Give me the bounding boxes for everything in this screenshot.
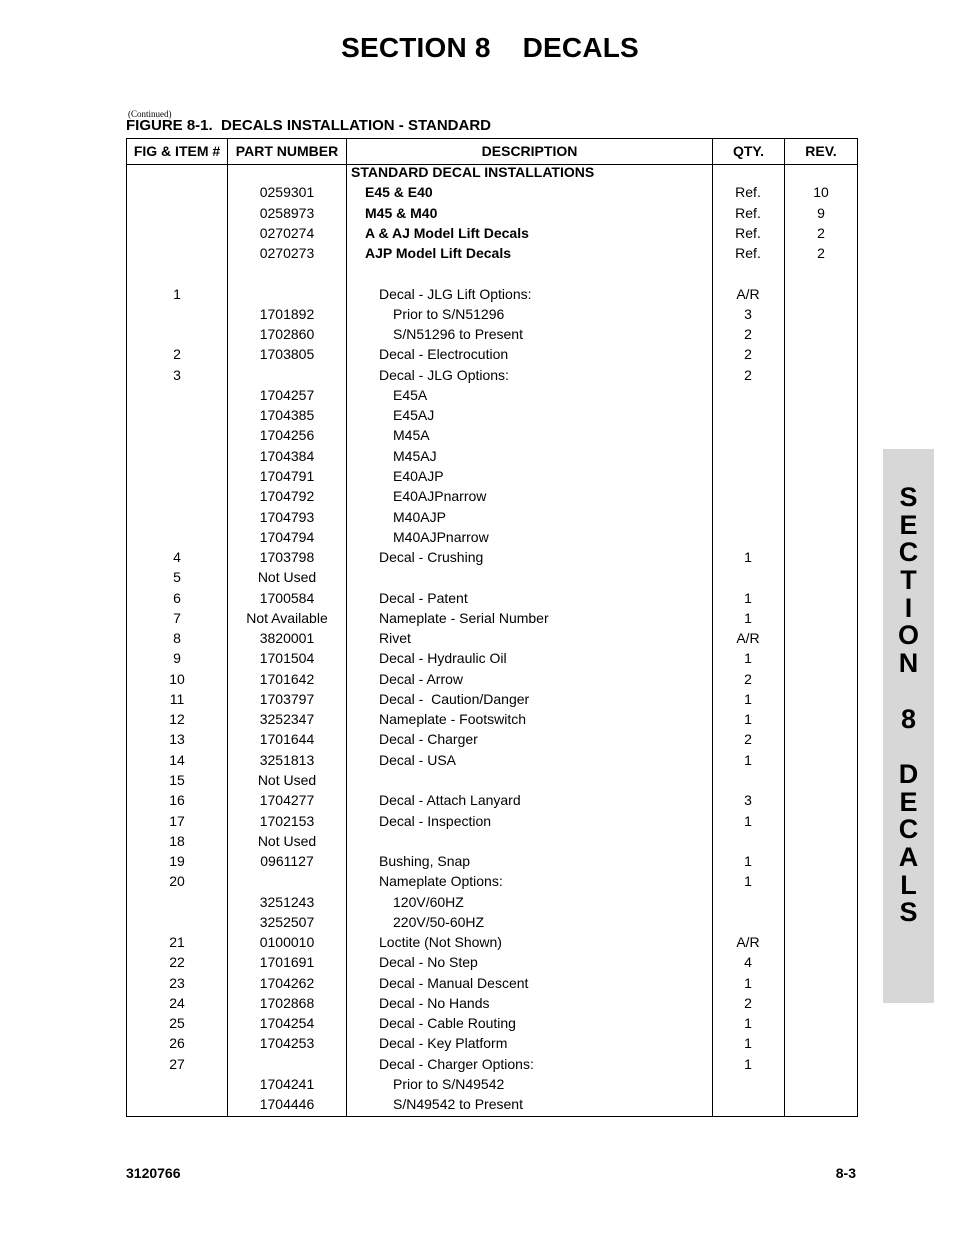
side-tab-letter: E: [899, 786, 918, 817]
cell-qty: 1: [744, 873, 752, 890]
cell-part-number: 1701642: [259, 670, 315, 687]
cell-description: Decal - Arrow: [379, 670, 464, 687]
side-tab-letter: L: [900, 869, 917, 900]
cell-description: S/N51296 to Present: [393, 326, 523, 343]
cell-qty: A/R: [736, 934, 760, 951]
cell-description: Decal - Key Platform: [379, 1035, 508, 1052]
cell-fig-item: 15: [169, 771, 185, 788]
table-row: [127, 689, 857, 709]
cell-part-number: 0270273: [259, 245, 315, 262]
cell-part-number: 1704794: [259, 528, 315, 545]
cell-qty: 2: [744, 346, 752, 363]
side-tab-letter: C: [898, 814, 919, 845]
cell-part-number: Not Used: [257, 832, 317, 849]
cell-part-number: 1702860: [259, 326, 315, 343]
cell-part-number: 3820001: [259, 630, 315, 647]
table-row: [127, 405, 857, 425]
cell-part-number: 1704791: [259, 467, 315, 484]
cell-qty: 2: [744, 731, 752, 748]
cell-description: M45A: [393, 427, 430, 444]
continued-note: (Continued): [128, 109, 172, 119]
cell-fig-item: 2: [173, 346, 181, 363]
cell-qty: 3: [744, 792, 752, 809]
cell-part-number: 3251243: [259, 893, 315, 910]
cell-part-number: 1704257: [259, 386, 315, 403]
cell-part-number: Not Used: [257, 771, 317, 788]
table-row: [127, 446, 857, 466]
table-row: [127, 324, 857, 344]
cell-part-number: Not Used: [257, 569, 317, 586]
table-row: [127, 486, 857, 506]
cell-fig-item: 26: [169, 1035, 185, 1052]
side-tab-letter: T: [900, 565, 917, 596]
cell-rev: 9: [817, 204, 825, 221]
cell-fig-item: 12: [169, 711, 185, 728]
cell-part-number: 3252347: [259, 711, 315, 728]
cell-fig-item: 18: [169, 832, 185, 849]
cell-qty: 1: [744, 589, 752, 606]
cell-fig-item: 19: [169, 853, 185, 870]
cell-description: Decal - USA: [379, 751, 457, 768]
cell-qty: 1: [744, 812, 752, 829]
cell-description: Nameplate - Serial Number: [379, 609, 549, 626]
cell-description: 120V/60HZ: [393, 893, 464, 910]
cell-qty: 1: [744, 1055, 752, 1072]
table-row: [127, 365, 857, 385]
cell-part-number: 1704793: [259, 508, 315, 525]
cell-part-number: 3251813: [259, 751, 315, 768]
table-row: [127, 770, 857, 790]
cell-qty: 2: [744, 366, 752, 383]
cell-part-number: 1703805: [259, 346, 315, 363]
cell-fig-item: 14: [169, 751, 185, 768]
table-row: [127, 892, 857, 912]
cell-description: E40AJPnarrow: [393, 488, 487, 505]
cell-qty: 1: [744, 1015, 752, 1032]
cell-description: Prior to S/N49542: [393, 1075, 505, 1092]
table-row: [127, 811, 857, 831]
cell-description: Decal - JLG Lift Options:: [379, 285, 532, 302]
cell-description: Bushing, Snap: [379, 853, 471, 870]
cell-rev: 2: [817, 224, 825, 241]
cell-qty: 2: [744, 994, 752, 1011]
cell-qty: Ref.: [735, 224, 761, 241]
cell-description: Loctite (Not Shown): [379, 934, 502, 951]
table-row: [127, 425, 857, 445]
cell-qty: 2: [744, 326, 752, 343]
table-row: [127, 507, 857, 527]
cell-rev: 10: [813, 184, 829, 201]
cell-description: M40AJP: [393, 508, 446, 525]
cell-qty: 1: [744, 974, 752, 991]
cell-qty: 1: [744, 609, 752, 626]
cell-part-number: 0100010: [259, 934, 315, 951]
side-tab-letter: D: [898, 758, 919, 789]
cell-part-number: 1704241: [259, 1075, 315, 1092]
header-qty: QTY.: [732, 143, 765, 159]
table-row: [127, 243, 857, 263]
cell-fig-item: 20: [169, 873, 185, 890]
cell-description: Decal - Caution/Danger: [379, 690, 530, 707]
table-row: [127, 1074, 857, 1094]
cell-description: A & AJ Model Lift Decals: [365, 224, 529, 241]
cell-part-number: 1702868: [259, 994, 315, 1011]
cell-description: Decal - Crushing: [379, 549, 484, 566]
cell-part-number: 3252507: [259, 913, 315, 930]
cell-description: Decal - No Hands: [379, 994, 490, 1011]
cell-qty: 1: [744, 853, 752, 870]
cell-qty: 1: [744, 650, 752, 667]
table-row: [127, 385, 857, 405]
table-row: [127, 182, 857, 202]
cell-description: Decal - Patent: [379, 589, 468, 606]
table-row: [127, 973, 857, 993]
cell-description: Decal - No Step: [379, 954, 478, 971]
table-row: [127, 466, 857, 486]
cell-part-number: 1701691: [259, 954, 315, 971]
cell-description: Decal - Electrocution: [379, 346, 509, 363]
table-row: [127, 648, 857, 668]
cell-description: Decal - Manual Descent: [379, 974, 529, 991]
side-tab-letter: I: [904, 592, 913, 623]
cell-fig-item: 13: [169, 731, 185, 748]
cell-qty: 3: [744, 305, 752, 322]
cell-part-number: 1704792: [259, 488, 315, 505]
header-description: DESCRIPTION: [481, 143, 578, 159]
cell-part-number: 1704384: [259, 447, 315, 464]
table-row: [127, 709, 857, 729]
footer-page-number: 8-3: [835, 1165, 856, 1181]
header-rev: REV.: [805, 143, 837, 159]
table-row: [127, 871, 857, 891]
cell-description: Decal - JLG Options:: [379, 366, 509, 383]
cell-fig-item: 25: [169, 1015, 185, 1032]
cell-description: AJP Model Lift Decals: [365, 245, 512, 262]
cell-part-number: 0961127: [260, 853, 314, 870]
cell-fig-item: 5: [173, 569, 181, 586]
cell-fig-item: 4: [173, 549, 181, 566]
header-fig-item: FIG & ITEM #: [133, 143, 221, 159]
table-row: [127, 628, 857, 648]
cell-description: Decal - Charger Options:: [379, 1055, 534, 1072]
cell-fig-item: 21: [169, 934, 185, 951]
cell-fig-item: 10: [169, 670, 185, 687]
cell-part-number: 1704446: [259, 1096, 315, 1113]
side-tab-letters: [883, 449, 934, 927]
table-row: [127, 750, 857, 770]
cell-part-number: 1701504: [259, 650, 315, 667]
table-row: [127, 952, 857, 972]
cell-part-number: 1703797: [259, 690, 315, 707]
side-tab-letter: O: [897, 620, 919, 651]
cell-qty: 1: [744, 549, 752, 566]
table-row: [127, 729, 857, 749]
cell-part-number: 1703798: [259, 549, 315, 566]
table-row: [127, 284, 857, 304]
cell-description: Prior to S/N51296: [393, 305, 505, 322]
cell-description: E45AJ: [393, 407, 435, 424]
table-row: [127, 223, 857, 243]
cell-part-number: 1704385: [259, 407, 315, 424]
cell-description: Decal - Charger: [379, 731, 478, 748]
cell-description: Nameplate Options:: [379, 873, 503, 890]
cell-description: M40AJPnarrow: [393, 528, 489, 545]
cell-part-number: 1704254: [259, 1015, 315, 1032]
cell-description: E45 & E40: [365, 184, 433, 201]
cell-description: Decal - Inspection: [379, 812, 492, 829]
table-row: [127, 1033, 857, 1053]
page-title: SECTION 8 DECALS: [341, 32, 639, 63]
cell-fig-item: 1: [173, 285, 181, 302]
cell-qty: Ref.: [735, 245, 761, 262]
table-row: [127, 304, 857, 324]
cell-description: Rivet: [379, 630, 411, 647]
table-row: [127, 203, 857, 223]
cell-fig-item: 9: [173, 650, 181, 667]
cell-qty: 4: [744, 954, 752, 971]
cell-description: S/N49542 to Present: [393, 1096, 523, 1113]
cell-qty: Ref.: [735, 204, 761, 221]
table-body: [127, 162, 857, 1114]
table-row: [127, 831, 857, 851]
cell-description: M45AJ: [393, 447, 437, 464]
cell-qty: 1: [744, 690, 752, 707]
side-tab-letter: S: [899, 897, 918, 928]
cell-fig-item: 17: [169, 812, 185, 829]
cell-description: Decal - Cable Routing: [379, 1015, 516, 1032]
cell-part-number: 0270274: [259, 224, 315, 241]
cell-description: Decal - Hydraulic Oil: [379, 650, 507, 667]
table-row: [127, 527, 857, 547]
cell-part-number: Not Available: [246, 609, 328, 626]
table-row: [127, 1094, 857, 1114]
cell-fig-item: 24: [169, 994, 185, 1011]
cell-qty: 1: [744, 751, 752, 768]
parts-table: [126, 138, 858, 1117]
cell-description: E40AJP: [393, 467, 444, 484]
table-row: [127, 993, 857, 1013]
side-tab-letter: A: [898, 841, 919, 872]
cell-qty: A/R: [736, 285, 760, 302]
cell-part-number: 1701892: [259, 305, 315, 322]
side-tab-letter: 8: [900, 703, 917, 734]
side-tab-letter: E: [899, 509, 918, 540]
cell-part-number: 1702153: [259, 812, 315, 829]
cell-part-number: 1704262: [259, 974, 315, 991]
figure-title: FIGURE 8-1. DECALS INSTALLATION - STANDARD: [126, 117, 491, 134]
cell-part-number: 1704253: [259, 1035, 315, 1052]
table-row: [127, 932, 857, 952]
cell-description: E45A: [393, 386, 428, 403]
table-row: [127, 790, 857, 810]
table-row: [127, 912, 857, 932]
cell-fig-item: 8: [173, 630, 181, 647]
cell-fig-item: 6: [173, 589, 181, 606]
cell-qty: A/R: [736, 630, 760, 647]
table-row: [127, 344, 857, 364]
table-row: [127, 263, 857, 283]
header-part-number: PART NUMBER: [235, 143, 339, 159]
footer-document-number: 3120766: [126, 1165, 181, 1181]
cell-description: STANDARD DECAL INSTALLATIONS: [351, 164, 595, 180]
table-row: [127, 1013, 857, 1033]
cell-description: Nameplate - Footswitch: [379, 711, 527, 728]
cell-description: 220V/50-60HZ: [393, 913, 485, 930]
side-tab-letter: [883, 678, 934, 706]
cell-qty: 1: [744, 711, 752, 728]
cell-part-number: 0258973: [259, 204, 315, 221]
cell-qty: Ref.: [735, 184, 761, 201]
table-row: [127, 567, 857, 587]
cell-part-number: 1701644: [259, 731, 315, 748]
cell-description: M45 & M40: [365, 204, 438, 221]
section-side-tab: [883, 449, 934, 1003]
cell-qty: 1: [744, 1035, 752, 1052]
cell-fig-item: 7: [173, 609, 181, 626]
side-tab-letter: [883, 733, 934, 761]
side-tab-letter: S: [899, 482, 918, 512]
cell-fig-item: 11: [169, 690, 185, 707]
cell-fig-item: 3: [173, 366, 181, 383]
cell-part-number: 1700584: [259, 589, 315, 606]
cell-fig-item: 16: [169, 792, 185, 809]
side-tab-letter: C: [898, 537, 919, 568]
table-row: [127, 547, 857, 567]
table-row: [127, 669, 857, 689]
table-row: [127, 608, 857, 628]
cell-fig-item: 23: [169, 974, 185, 991]
cell-qty: 2: [744, 670, 752, 687]
cell-fig-item: 22: [169, 954, 185, 971]
cell-part-number: 0259301: [259, 184, 315, 201]
cell-part-number: 1704277: [259, 792, 315, 809]
cell-rev: 2: [817, 245, 825, 262]
side-tab-letter: N: [898, 648, 919, 679]
table-row: [127, 162, 857, 182]
table-row: [127, 1054, 857, 1074]
cell-description: Decal - Attach Lanyard: [379, 792, 521, 809]
table-row: [127, 851, 857, 871]
table-row: [127, 588, 857, 608]
cell-part-number: 1704256: [259, 427, 315, 444]
cell-fig-item: 27: [169, 1055, 185, 1072]
